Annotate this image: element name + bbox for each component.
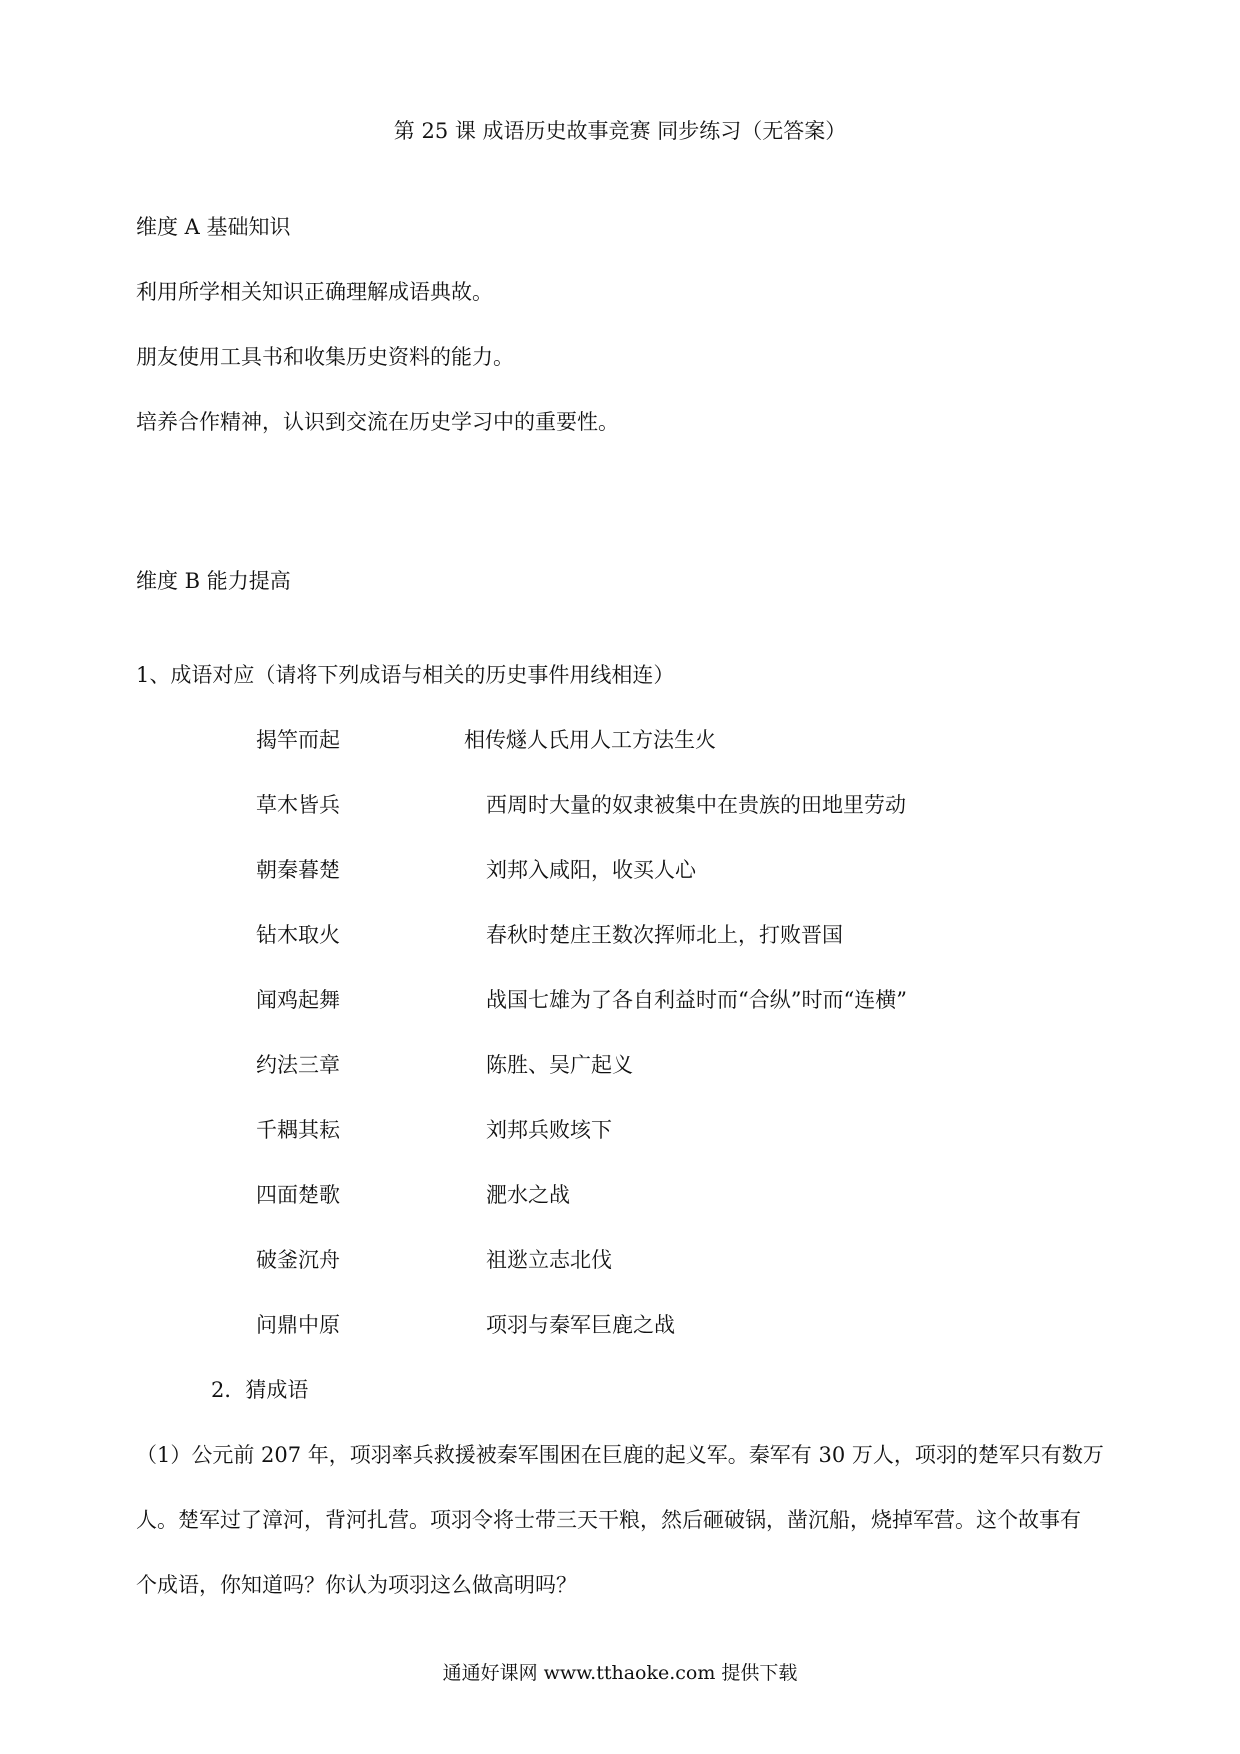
idiom-item: 草木皆兵 (256, 793, 340, 817)
idiom-item: 揭竿而起 (256, 728, 340, 752)
idiom-item: 破釜沉舟 (256, 1248, 340, 1272)
event-item: 祖逖立志北伐 (486, 1248, 612, 1272)
paragraph-line: 人。楚军过了漳河，背河扎营。项羽令将士带三天干粮，然后砸破锅，凿沉船，烧掉军营。这个故事有 (136, 1508, 1081, 1532)
page-footer: 通通好课网 www.tthaoke.com 提供下载 (442, 1662, 798, 1684)
event-item: 战国七雄为了各自利益时而“合纵”时而“连横” (486, 988, 907, 1012)
idiom-item: 问鼎中原 (256, 1313, 340, 1337)
idiom-item: 闻鸡起舞 (256, 988, 340, 1012)
idiom-item: 朝秦暮楚 (256, 858, 340, 882)
event-item: 相传燧人氏用人工方法生火 (464, 728, 716, 752)
section-b-heading: 维度 B 能力提高 (136, 569, 291, 593)
event-item: 陈胜、吴广起义 (486, 1053, 633, 1077)
event-item: 淝水之战 (486, 1183, 570, 1207)
question-2-heading: 2．猜成语 (211, 1378, 309, 1402)
idiom-item: 钻木取火 (256, 923, 340, 947)
event-item: 西周时大量的奴隶被集中在贵族的田地里劳动 (486, 793, 906, 817)
event-item: 项羽与秦军巨鹿之战 (486, 1313, 675, 1337)
page-title: 第 25 课 成语历史故事竞赛 同步练习（无答案） (393, 119, 847, 143)
objective-line: 朋友使用工具书和收集历史资料的能力。 (136, 345, 514, 369)
objective-line: 利用所学相关知识正确理解成语典故。 (136, 280, 493, 304)
event-item: 刘邦兵败垓下 (486, 1118, 612, 1142)
objective-line: 培养合作精神，认识到交流在历史学习中的重要性。 (136, 410, 619, 434)
paragraph-line: （1）公元前 207 年，项羽率兵救援被秦军围困在巨鹿的起义军。秦军有 30 万人，项羽的楚军只有数万 (136, 1443, 1104, 1467)
paragraph-line: 个成语，你知道吗？你认为项羽这么做高明吗？ (136, 1573, 577, 1597)
idiom-item: 千耦其耘 (256, 1118, 340, 1142)
event-item: 春秋时楚庄王数次挥师北上，打败晋国 (486, 923, 843, 947)
section-a-heading: 维度 A 基础知识 (136, 215, 291, 239)
idiom-item: 约法三章 (256, 1053, 340, 1077)
idiom-item: 四面楚歌 (256, 1183, 340, 1207)
event-item: 刘邦入咸阳，收买人心 (486, 858, 696, 882)
question-1-prompt: 1、成语对应（请将下列成语与相关的历史事件用线相连） (136, 663, 675, 687)
